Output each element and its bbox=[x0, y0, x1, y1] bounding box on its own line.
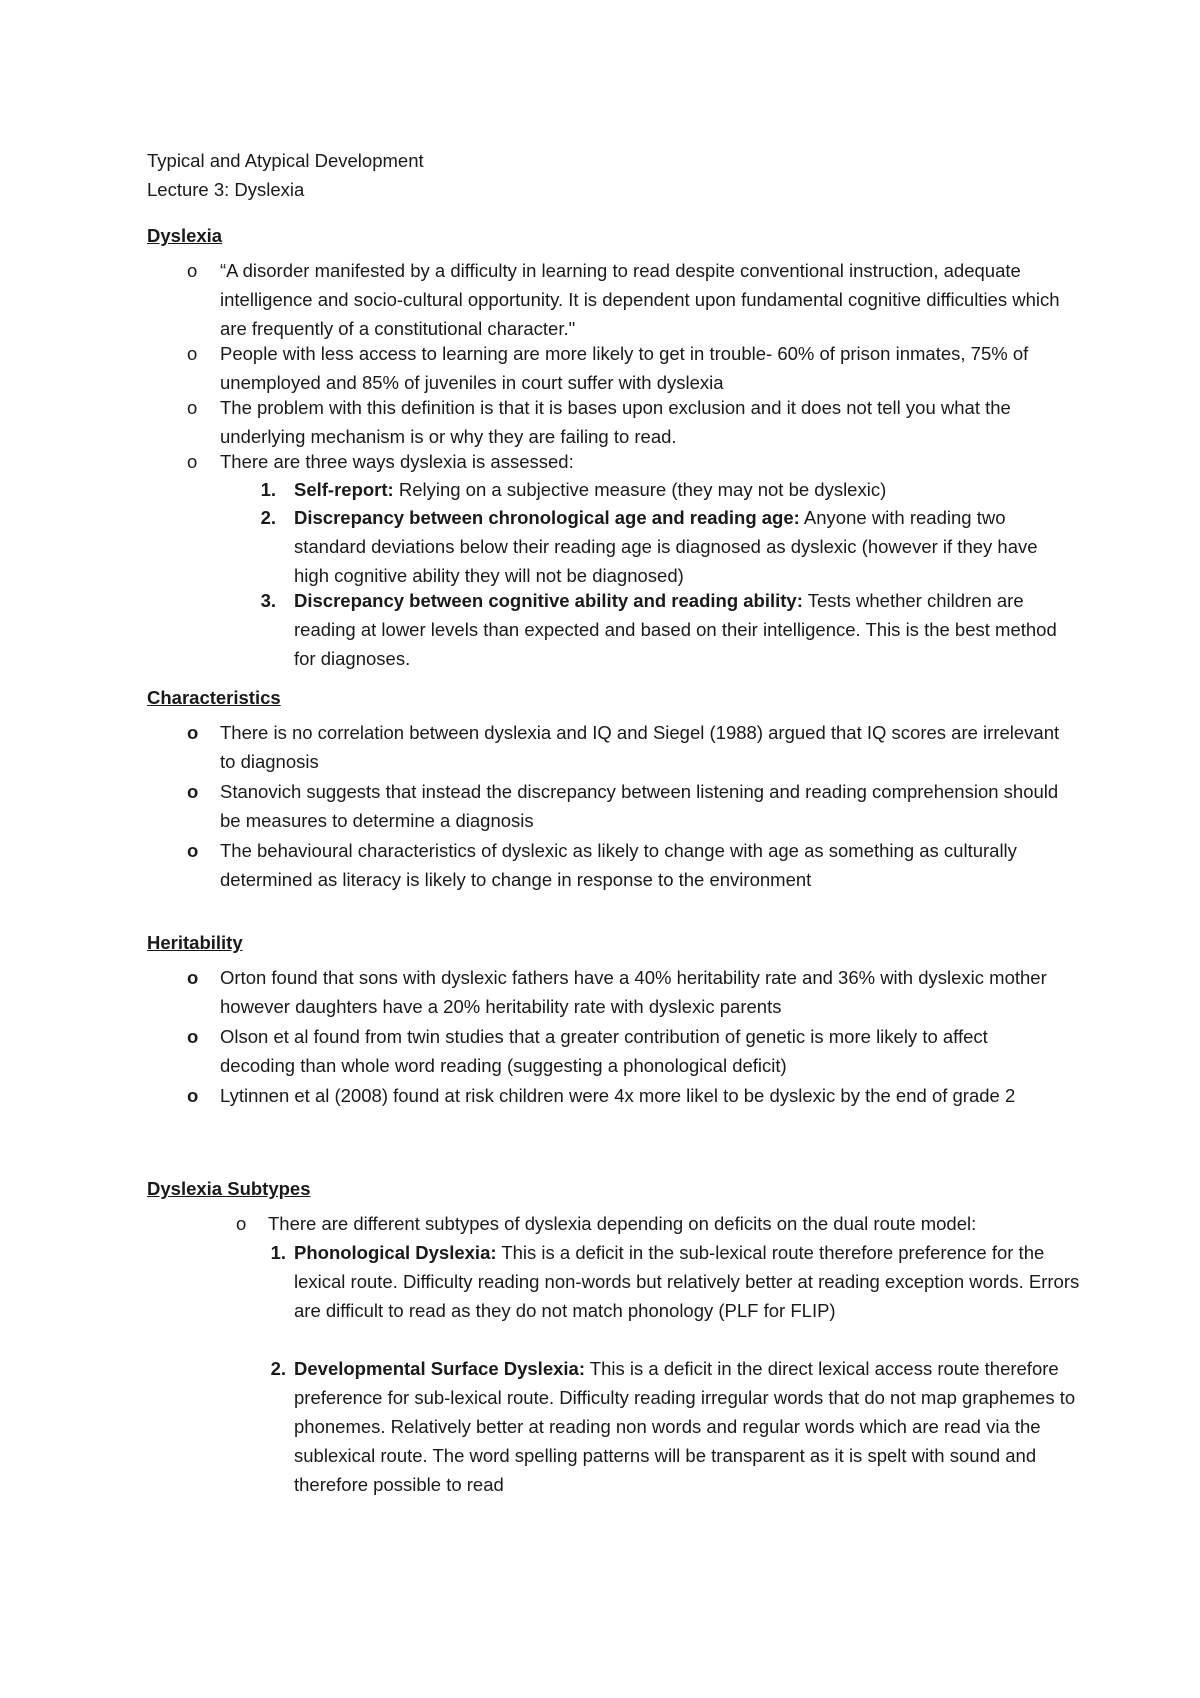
item-number: 1. bbox=[270, 1242, 286, 1263]
item-term: Self-report: bbox=[294, 479, 394, 500]
item-term: Discrepancy between chronological age and reading age: bbox=[294, 507, 800, 528]
section-heading-subtypes: Dyslexia Subtypes bbox=[147, 1178, 311, 1199]
lecture-title: Lecture 3: Dyslexia bbox=[147, 179, 305, 200]
bullet-marker: o bbox=[187, 1026, 199, 1047]
bullet-text: “A disorder manifested by a difficulty in learning to read despite conventional instruction, adequate intelligence and socio-cultural opportunity. It is dependent upon fundamental cognitive difficulties which are frequently of a constitutional character." bbox=[220, 260, 1060, 339]
bullet-marker: o bbox=[187, 397, 198, 418]
section-heading-heritability: Heritability bbox=[147, 932, 243, 953]
bullet-marker: o bbox=[187, 451, 198, 472]
bullet-text: People with less access to learning are more likely to get in trouble- 60% of prison inmates, 75% of unemployed and 85% of juveniles in court suffer with dyslexia bbox=[220, 343, 1029, 393]
item-text: Tests whether children are reading at lower levels than expected and based on their intelligence. This is the best method for diagnoses. bbox=[294, 590, 1057, 669]
item-text: This is a deficit in the direct lexical access route therefore preference for sub-lexical route. Difficulty reading irregular words that do not map graphemes to phonemes. Relatively better at reading non words and regular words which are read via the sublexical route. The word spelling patterns will be transparent as it is spelt with sound and therefore possible to read bbox=[294, 1358, 1076, 1495]
bullet-text: Lytinnen et al (2008) found at risk children were 4x more likel to be dyslexic by the end of grade 2 bbox=[220, 1085, 1016, 1106]
bullet-text: There is no correlation between dyslexia and IQ and Siegel (1988) argued that IQ scores are irrelevant to diagnosis bbox=[220, 722, 1060, 772]
bullet-text: There are three ways dyslexia is assessed: bbox=[220, 451, 574, 472]
bullet-marker: o bbox=[187, 260, 198, 281]
item-number: 2. bbox=[260, 507, 276, 528]
bullet-marker: o bbox=[187, 967, 199, 988]
item-number: 2. bbox=[270, 1358, 286, 1379]
item-term: Developmental Surface Dyslexia: bbox=[294, 1358, 585, 1379]
item-term: Discrepancy between cognitive ability and reading ability: bbox=[294, 590, 803, 611]
bullet-text: Stanovich suggests that instead the discrepancy between listening and reading comprehension should be measures to determine a diagnosis bbox=[220, 781, 1059, 831]
item-number: 3. bbox=[260, 590, 276, 611]
item-term: Phonological Dyslexia: bbox=[294, 1242, 497, 1263]
item-number: 1. bbox=[260, 479, 276, 500]
item-text: Anyone with reading two standard deviations below their reading age is diagnosed as dyslexic (however if they have high cognitive ability they will not be diagnosed) bbox=[294, 507, 1038, 586]
bullet-text: Olson et al found from twin studies that a greater contribution of genetic is more likely to affect decoding than whole word reading (suggesting a phonological deficit) bbox=[220, 1026, 988, 1076]
course-title: Typical and Atypical Development bbox=[147, 150, 424, 171]
bullet-marker: o bbox=[187, 1085, 199, 1106]
bullet-marker: o bbox=[187, 781, 199, 802]
bullet-text: The behavioural characteristics of dyslexic as likely to change with age as something as culturally determined as literacy is likely to change in response to the environment bbox=[220, 840, 1017, 890]
section-heading-characteristics: Characteristics bbox=[147, 687, 281, 708]
bullet-text: Orton found that sons with dyslexic fathers have a 40% heritability rate and 36% with dyslexic mother however daughters have a 20% heritability rate with dyslexic parents bbox=[220, 967, 1047, 1017]
item-text: This is a deficit in the sub-lexical route therefore preference for the lexical route. Difficulty reading non-words but relatively better at reading exception words. Errors are difficult to read as they do not match phonology (PLF for FLIP) bbox=[294, 1242, 1080, 1321]
bullet-marker: o bbox=[187, 722, 199, 743]
bullet-text: The problem with this definition is that it is bases upon exclusion and it does not tell you what the underlying mechanism is or why they are failing to read. bbox=[220, 397, 1011, 447]
bullet-text: There are different subtypes of dyslexia depending on deficits on the dual route model: bbox=[268, 1213, 977, 1234]
bullet-marker: o bbox=[236, 1213, 247, 1234]
bullet-marker: o bbox=[187, 840, 199, 861]
bullet-marker: o bbox=[187, 343, 198, 364]
section-heading-dyslexia: Dyslexia bbox=[147, 225, 223, 246]
item-text: Relying on a subjective measure (they may not be dyslexic) bbox=[393, 479, 887, 500]
